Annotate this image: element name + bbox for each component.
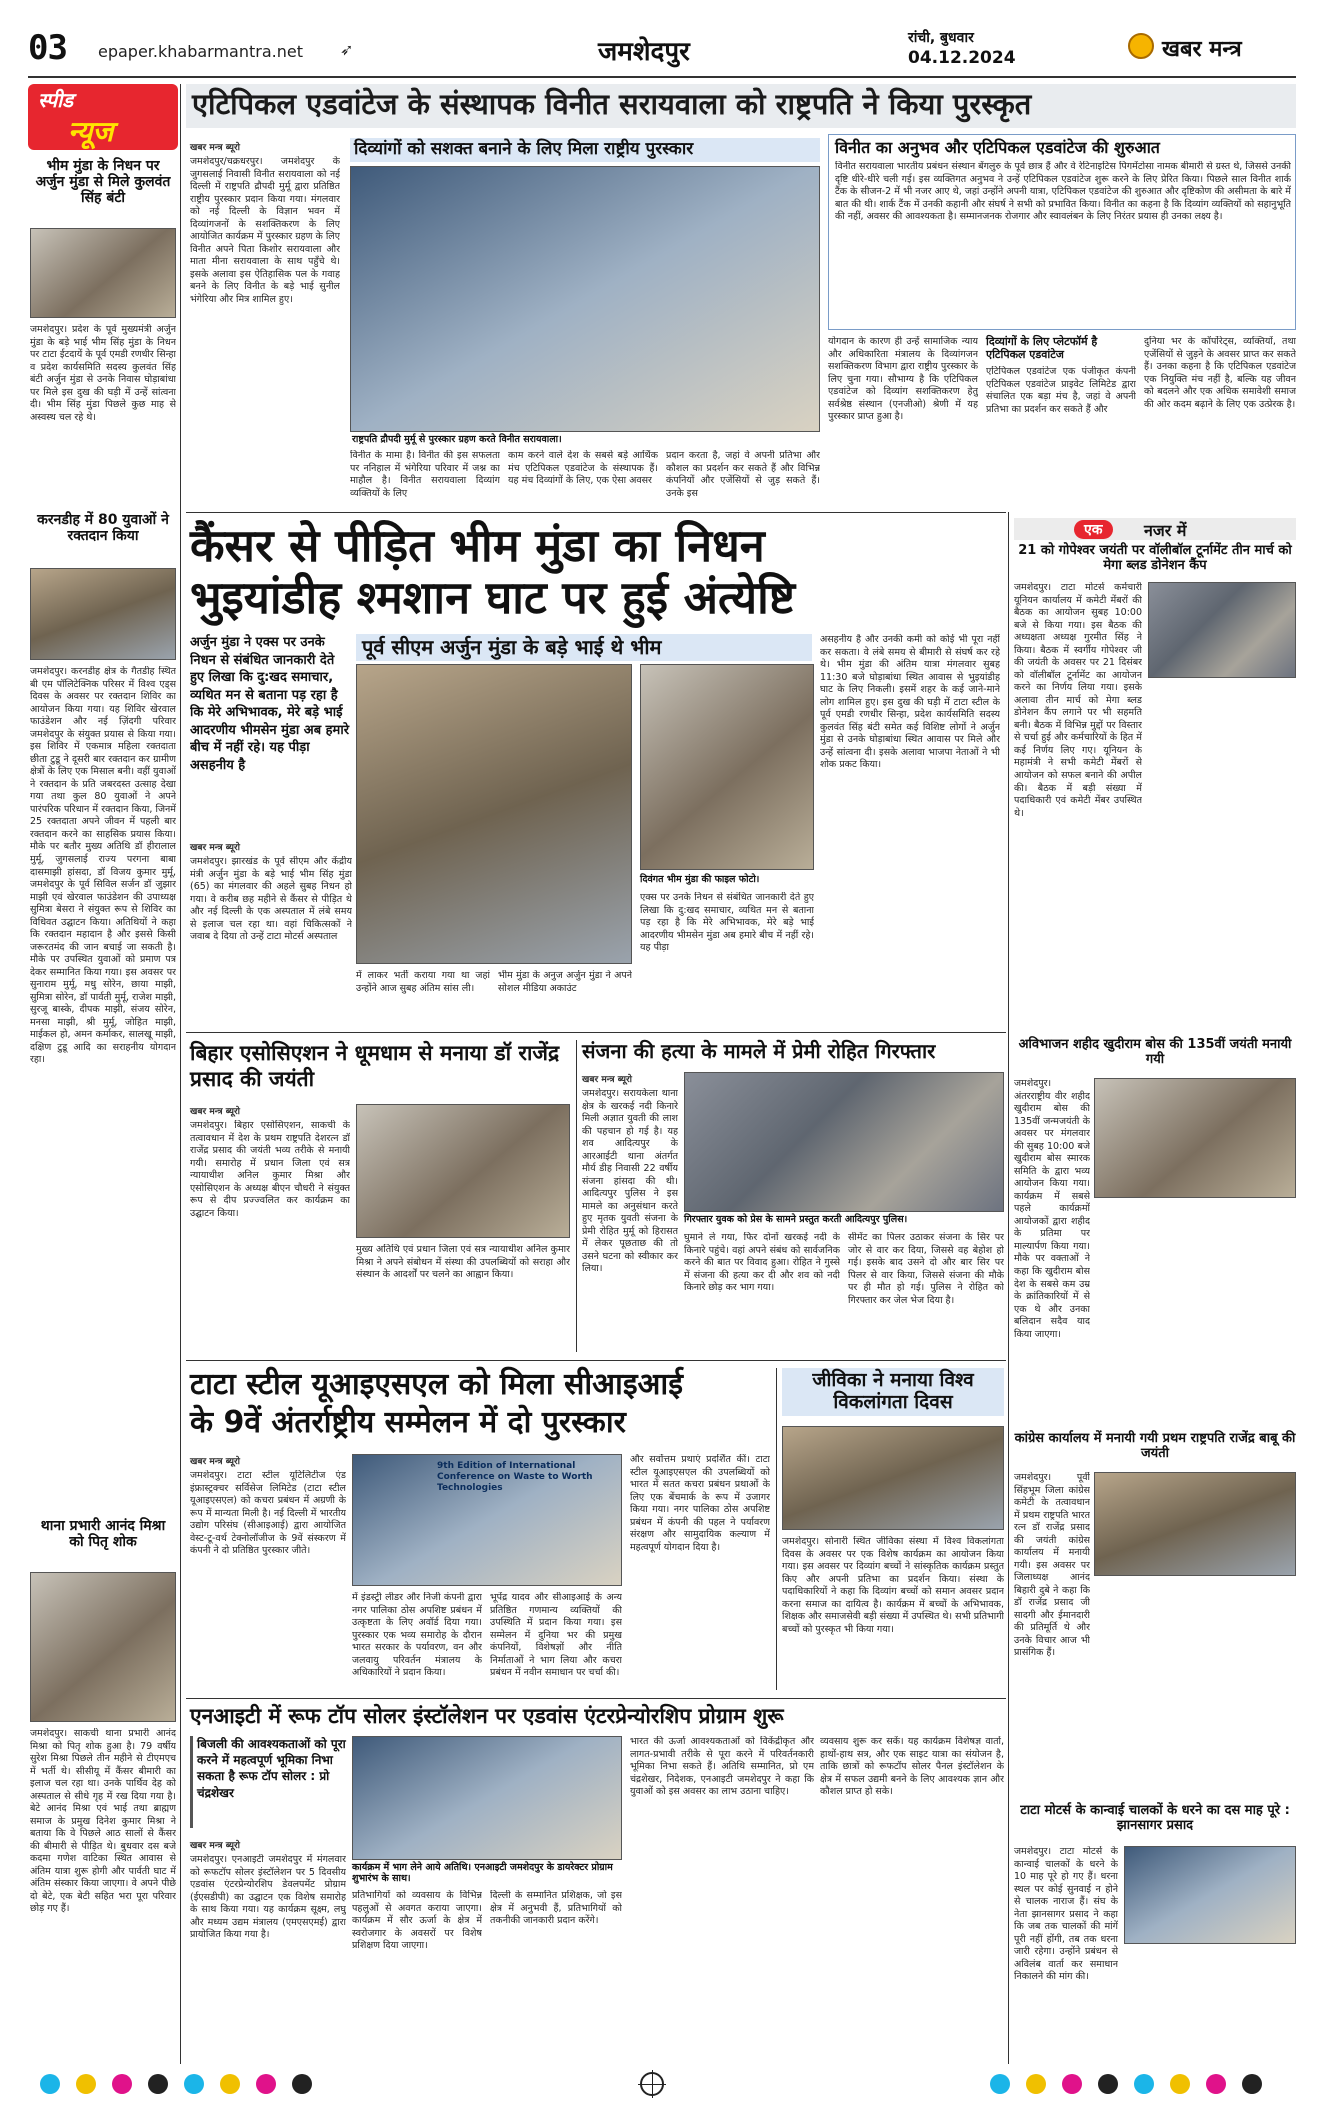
sanjana-photo-caption: गिरफ्तार युवक को प्रेस के सामने प्रस्तुत करती आदित्यपुर पुलिस। [684,1214,908,1225]
registration-dot [1206,2074,1226,2094]
lead-text: जमशेदपुर। झारखंड के पूर्व सीएम और केंद्रीय मंत्री अर्जुन मुंडा के बड़े भाई भीम सिंह मुंडा (65) का मंगलवार की अहले सुबह निधन हो गया। वे करीब छह महीने से कैंसर से पीड़ित थे और नई दिल्ली के एक अस्पताल में लंबे समय से इलाज चल रहा था। वहां चिकित्सकों ने जवाब दे दिया तो उन्हें टाटा मोटर्स अस्पताल [190,856,352,943]
tata-text4: और सर्वोत्तम प्रथाएं प्रदर्शित कीं। टाटा स्टील यूआइएसएल की उपलब्धियों को भारत में सतत कचरा प्रबंधन प्रथाओं के लिए एक बेंचमार्क के रूप में उजागर किया गया। नगर पालिका ठोस अपशिष्ट प्रबंधन में कंपनी की पहल ने पर्यावरण संरक्षण और सामुदायिक कल्याण में महत्वपूर्ण योगदान दिया है। [630,1454,770,1553]
right-column-rule [1008,512,1009,2064]
lead-photo-caption: भीम मुंडा के अनुज अर्जुन मुंडा ने अपने सोशल मीडिया अकाउंट [498,970,632,994]
registration-dot [1242,2074,1262,2094]
story1-low3: प्रदान करता है, जहां वे अपनी प्रतिभा और कौशल का प्रदर्शन कर सकते हैं और विभिन्न कंपनियों और एजेंसियों से जुड़ सकते हैं। उनके इस [666,450,820,499]
ek-nazar-4-text: जमशेदपुर। टाटा मोटर्स के कान्वाई चालकों के धरने के 10 माह पूरे हो गए हैं। धरना स्थल पर कोई सुनवाई न होने से चालक नाराज हैं। संघ के नेता झानसागर प्रसाद ने कहा कि जब तक चालकों की मांगें पूरी नहीं होंगी, तब तक धरना जारी रहेगा। उन्होंने प्रबंधन से अविलंब वार्ता कर समाधान निकालने की मांग की। [1014,1846,1118,1983]
masthead [28,28,1296,72]
speed-news-2-title: करनडीह में 80 युवाओं ने रक्तदान किया [37,512,169,545]
speed-news-1-photo [30,228,176,318]
brand-name: खबर मन्त्र [1162,37,1242,62]
sanjana-text3: सीमेंट का पिलर उठाकर संजना के सिर पर जोर से वार कर दिया, जिससे वह बेहोश हो गई। इसके बाद उसने दो और बार सिर पर पिलर से वार किया, जिससे संजना की मौके पर ही मौत हो गई। पुलिस ने रोहित को गिरफ्तार कर जेल भेज दिया है। [848,1232,1004,1306]
footer-color-dots-right [990,2072,1290,2096]
story1-right-col3: दुनिया भर के कॉर्पोरेट्स, व्यक्तियों, तथा एजेंसियों से जुड़ने के अवसर प्राप्त कर सकते हैं। उनका कहना है कि एटिपिकल एडवांटेज एक नियुक्ति मंच नहीं है, बल्कि यह जीवन को बदलने और एक अधिक समावेशी समाज की ओर कदम बढ़ाने के लिए एक उत्प्रेरक है। [1144,336,1296,410]
registration-dot [1026,2074,1046,2094]
bihar-sanjana-rule [576,1040,577,1352]
registration-dot [148,2074,168,2094]
tata-head-2: के 9वें अंतर्राष्ट्रीय सम्मेलन में दो पुरस्कार [190,1405,626,1440]
nit-photo [352,1736,622,1860]
story1-right-col2: एटिपिकल एडवांटेज एक पंजीकृत कंपनी एटिपिकल एडवांटेज प्राइवेट लिमिटेड द्वारा संचालित एक बड़ा मंच है, जहां वे अपनी प्रतिभा का प्रदर्शन कर सकते हैं और [986,366,1136,415]
story1-byline: खबर मन्त्र ब्यूरो [190,143,240,153]
bihar-text2: मुख्य अतिथि एवं प्रधान जिला एवं सत्र न्यायाधीश अनिल कुमार मिश्रा ने अपने संबोधन में संस्था की उपलब्धियों को सराहा और संस्थान के आदर्शों पर चलने का आह्वान किया। [356,1244,570,1281]
sanjana-photo [684,1072,1004,1212]
nit-text2: प्रतिभागियों को व्यवसाय के विभिन्न पहलुओं से अवगत कराया जाएगा। कार्यक्रम में सौर ऊर्जा के क्षेत्र में स्वरोजगार के अवसरों पर विशेष प्रशिक्षण दिया जाएगा। [352,1890,482,1952]
page-number: 03 [28,28,67,68]
ek-nazar-3-photo [1094,1472,1296,1576]
tata-text3: भूपेंद्र यादव और सीआइआई के अन्य प्रतिष्ठित गणमान्य व्यक्तियों की उपस्थिति में प्रदान किया गया। इस सम्मेलन में दुनिया भर की प्रमुख कंपनियों, विशेषज्ञों और नीति निर्माताओं ने भाग लिया और कचरा प्रबंधन में नवीन समाधान पर चर्चा की। [490,1592,622,1679]
story1-low1: विनीत के मामा है। विनीत की इस सफलता पर ननिहाल में भंगेरिया परिवार में जश्न का माहौल है। विनीत सरायवाला दिव्यांग व्यक्तियों के लिए [350,450,500,499]
registration-dot [76,2074,96,2094]
tata-banner-text: 9th Edition of International Conference on Waste to Worth Technologies [437,1461,593,1493]
tata-head-1: टाटा स्टील यूआइएसएल को मिला सीआइआई [190,1367,683,1402]
ek-nazar-4-head: टाटा मोटर्स के कान्वाई चालकों के धरने का दस माह पूरे : झानसागर प्रसाद [1020,1803,1290,1833]
sanjana-text2: घुमाने ले गया, फिर दोनों खरकई नदी के किनारे पहुंचे। वहां अपने संबंध को सार्वजनिक करने की बात पर विवाद हुआ। रोहित ने गुस्से में संजना की हत्या कर दी और शव को नदी किनारे छोड़ कर भाग गया। [684,1232,840,1294]
ek-nazar-2-head: अविभाजन शहीद खुदीराम बोस की 135वीं जयंती मनायी गयी [1018,1037,1292,1067]
bihar-head: बिहार एसोसिएशन ने धूमधाम से मनाया डॉ राजेंद्र प्रसाद की जयंती [190,1041,560,1092]
registration-dot [1062,2074,1082,2094]
bihar-text: जमशेदपुर। बिहार एसोसिएशन, साकची के तत्वावधान में देश के प्रथम राष्ट्रपति देशरत्न डॉ राजेंद्र प्रसाद की जयंती भव्य तरीके से मनायी गयी। समारोह में प्रधान जिला एवं सत्र न्यायाधीश अनिल कुमार मिश्रा और एसोसिएशन के अध्यक्ष बीएन चौधरी ने संयुक्त रूप से दीप प्रज्ज्वलित कर कार्यक्रम का उद्घाटन किया। [190,1120,350,1219]
sanjana-text: जमशेदपुर। सरायकेला थाना क्षेत्र के खरकई नदी किनारे मिली अज्ञात युवती की लाश की पहचान हो गई है। यह शव आदित्यपुर के आरआईटी थाना अंतर्गत मौर्य डीह निवासी 22 वर्षीय संजना हांसदा की थी। आदित्यपुर पुलिस ने इस मामले का अनुसंधान करते हुए मृतक युवती संजना के प्रेमी रोहित मुर्मू को हिरासत में लेकर पूछताछ की तो उसने घटना को स्वीकार कर लिया। [582,1088,678,1275]
lead-right-col2: असहनीय है और उनकी कमी को कोई भी पूरा नहीं कर सकता। वे लंबे समय से बीमारी से संघर्ष कर रहे थे। भीम मुंडा की अंतिम यात्रा मंगलवार सुबह 11:30 बजे घोड़ाबांधा स्थित आवास से भुइयांडीह घाट के लिए निकली। इसमें शहर के कई जाने-माने लोग शामिल हुए। इस दुख की घड़ी में टाटा स्टील के पूर्व एमडी रणधीर सिन्हा, प्रदेश कार्यसमिति सदस्य कुलवंत सिंह बंटी समेत कई विशिष्ट लोगों ने अर्जुन मुंडा से उनके घोड़ाबांधा स्थित आवास पर मिले और उन्हें सांत्वना दी। इसके अलावा भाजपा नेताओं ने भी शोक प्रकट किया। [820,634,1000,771]
registration-dot [220,2074,240,2094]
nit-text3: दिल्ली के सम्मानित प्रशिक्षक, जो इस क्षेत्र में अनुभवी हैं, प्रतिभागियों को तकनीकी जानकारी प्रदान करेंगे। [490,1890,622,1927]
middle-rule-2 [186,1360,1006,1361]
ek-nazar-1-head: 21 को गोपेश्वर जयंती पर वॉलीबॉल टूर्नामेंट तीन मार्च को मेगा ब्लड डोनेशन कैंप [1018,543,1292,573]
registration-dot [112,2074,132,2094]
lead-photo-inset [640,664,814,870]
lead-right-text: एक्स पर उनके निधन से संबंधित जानकारी देते हुए लिखा कि दु:खद समाचार, व्यथित मन से बताना पड़ रहा है कि मेरे अभिभावक, मेरे बड़े भाई आदरणीय भीमसेन मुंडा अब हमारे बीच में नहीं रहे। यह पीड़ा [640,892,814,954]
lead-photo-inset-caption: दिवंगत भीम मुंडा की फाइल फोटो। [640,874,760,885]
registration-dot [1098,2074,1118,2094]
nit-quote: बिजली की आवश्यकताओं को पूरा करने में महत्वपूर्ण भूमिका निभा सकता है रूफ टॉप सोलर : प्रो चंद्रशेखर [190,1736,346,1828]
sanjana-byline: खबर मन्त्र ब्यूरो [582,1075,632,1085]
ek-nazar-label-a: एक [1074,520,1113,539]
site-url[interactable]: epaper.khabarmantra.net [98,42,303,61]
ek-nazar-3-text: जमशेदपुर। पूर्वी सिंहभूम जिला कांग्रेस कमेटी के तत्वावधान में प्रथम राष्ट्रपति भारत रत्न डॉ राजेंद्र प्रसाद की जयंती कांग्रेस कार्यालय में मनायी गयी। इस अवसर पर जिलाध्यक्ष आनंद बिहारी दुबे ने कहा कि डॉ राजेंद्र प्रसाद जी सादगी और ईमानदारी की प्रतिमूर्ति थे और उनके विचार आज भी प्रासंगिक हैं। [1014,1472,1090,1659]
lead-headline-1: कैंसर से पीड़ित भीम मुंडा का निधन [190,519,765,572]
registration-dot [256,2074,276,2094]
lead-subhead: पूर्व सीएम अर्जुन मुंडा के बड़े भाई थे भीम [356,634,812,661]
ek-nazar-label-b: नजर में [1144,521,1187,540]
story1-photo-caption: राष्ट्रपति द्रौपदी मुर्मू से पुरस्कार ग्रहण करते विनीत सरायवाला। [352,434,562,445]
registration-dot [292,2074,312,2094]
registration-dot [184,2074,204,2094]
nit-photo-caption: कार्यक्रम में भाग लेने आये अतिथि। एनआइटी जमशेदपुर के डायरेक्टर प्रोग्राम शुभारंभ के साथ। [352,1862,613,1885]
story1-sidebar-head: विनीत का अनुभव और एटिपिकल एडवांटेज की शुरुआत [835,138,1160,157]
registration-dot [990,2074,1010,2094]
brand-logo-icon [1128,33,1154,59]
jeevika-text: जमशेदपुर। सोनारी स्थित जीविका संस्था में विश्व विकलांगता दिवस के अवसर पर एक विशेष कार्यक्रम का आयोजन किया गया। इस अवसर पर दिव्यांग बच्चों ने सांस्कृतिक कार्यक्रम प्रस्तुत किए और अपनी प्रतिभा का प्रदर्शन किया। संस्था के पदाधिकारियों ने कहा कि दिव्यांग बच्चों को समान अवसर प्रदान करना समाज का दायित्व है। कार्यक्रम में बच्चों के अभिभावक, शिक्षक और समाजसेवी बड़ी संख्या में उपस्थित थे। सभी प्रतिभागी बच्चों को पुरस्कृत भी किया गया। [782,1536,1004,1635]
speed-news-3-title: थाना प्रभारी आनंद मिश्रा को पितृ शोक [40,1518,166,1551]
jeevika-photo [782,1426,1004,1530]
ek-nazar-1-photo [1148,582,1296,678]
nit-text4: भारत की ऊर्जा आवश्यकताओं को विकेंद्रीकृत और लागत-प्रभावी तरीके से पूरा करने में परिवर्तनकारी भूमिका निभा सकते हैं। अतिथि सम्मानित, प्रो एम चंद्रशेखर, निदेशक, एनआइटी जमशेदपुर ने कहा कि युवाओं को इस अवसर का लाभ उठाना चाहिए। [630,1736,814,1798]
top-headline: एटिपिकल एडवांटेज के संस्थापक विनीत सरायवाला को राष्ट्रपति ने किया पुरस्कृत [192,87,1032,121]
tata-byline: खबर मन्त्र ब्यूरो [190,1457,240,1467]
speed-news-1-title: भीम मुंडा के निधन पर अर्जुन मुंडा से मिले कुलवंत सिंह बंटी [35,158,171,207]
speed-news-2-text: जमशेदपुर। करनडीह क्षेत्र के गैतडीह स्थित बी एम पॉलिटेक्निक परिसर में विश्व एड्स दिवस के अवसर पर रक्तदान शिविर का आयोजन किया गया। यह शिविर खेरवाल फाउंडेशन और नई ज़िंदगी परिवार जमशेदपुर के संयुक्त प्रयास से किया गया। इस शिविर में एकमात्र महिला रक्तदाता छीता टुडू ने दूसरी बार रक्तदान कर ग्रामीण क्षेत्रों के लिए एक मिसाल बनी। वहीं युवाओं ने रक्तदान के प्रति जबरदस्त उत्साह देखा गया तथा कुल 80 युवाओं ने अपने पारंपरिक परिधान में रक्तदान किया, जिनमें 25 रक्तदाता अपने जीवन में पहली बार रक्तदान करने का साहसिक प्रयास किया। मौके पर बतौर मुख्य अतिथि डॉ हीरालाल मुर्मू, जुगसलाई राज्य परगना बाबा दासमाझी हांसदा, डॉ विजय कुमार मुर्मू, जमशेदपुर के पूर्व सिविल सर्जन डॉ जुझार माझी एवं खेरवाल फाउंडेशन की उपाध्यक्ष सुमित्रा बेसरा ने संयुक्त रूप से शिविर का विधिवत उद्घाटन किया। अतिथियों ने कहा कि रक्तदान महादान है और इससे किसी जरूरतमंद की जान बचाई जा सकती है। मौके पर उपस्थित युवाओं को प्रमाण पत्र देकर सम्मानित किया गया। इस अवसर पर सुनाराम मुर्मू, मधु सोरेन, छाया माझी, सुमित्रा सोरेन, डॉ पार्वती मुर्मू, राजेश माझी, सुरजू बास्के, दीपक माझी, संजय सोरेन, मनसा माझी, श्री मुर्मू, जोहित माझी, माईकल हो, अमन कर्माकर, सालखू माझी, दक्षिण टुडू आदि का सराहनीय योगदान रहा। [30,666,176,1066]
tata-text: जमशेदपुर। टाटा स्टील यूटिलिटीज एंड इंफ्रास्ट्रक्चर सर्विसेज लिमिटेड (टाटा स्टील यूआइएसएल) को कचरा प्रबंधन में अग्रणी के रूप में मान्यता मिली है। नई दिल्ली में भारतीय उद्योग परिसंघ (सीआइआई) द्वारा आयोजित वेस्ट-टू-वर्थ टेक्नोलॉजीज के 9वें संस्करण में कंपनी ने दो प्रतिष्ठित पुरस्कार जीते। [190,1470,346,1557]
sanjana-head: संजना की हत्या के मामले में प्रेमी रोहित गिरफ्तार [582,1039,936,1063]
speed-news-1-text: जमशेदपुर। प्रदेश के पूर्व मुख्यमंत्री अर्जुन मुंडा के बड़े भाई भीम सिंह मुंडा के निधन पर टाटा ईटदायें के पूर्व एमडी रणधीर सिन्हा व प्रदेश कार्यसमिति सदस्य कुलवंत सिंह बंटी अर्जुन मुंडा से उनके निवास घोड़ाबांधा पर मिले इस दुख की घड़ी में उन्हें सांत्वना दी। भीम सिंह मुंडा पिछले कुछ माह से अस्वस्थ चल रहे थे। [30,324,176,423]
header-rule [28,76,1296,78]
lead-headline-2: भुइयांडीह श्मशान घाट पर हुई अंत्येष्टि [190,571,796,624]
tata-jeevika-rule [776,1368,777,1690]
ek-nazar-4-photo [1124,1846,1296,1944]
speed-news-badge [28,84,178,150]
left-column-rule [180,84,181,2064]
nit-byline: खबर मन्त्र ब्यूरो [190,1841,240,1851]
tata-photo [352,1454,622,1586]
story1-photo [350,166,820,432]
nit-text: जमशेदपुर। एनआइटी जमशेदपुर में मंगलवार को रूफटॉप सोलर इंस्टॉलेशन पर 5 दिवसीय एडवांस एंटरप्रेन्योरशिप डेवलपमेंट प्रोग्राम (ईएसडीपी) का उद्घाटन एक विशेष समारोह के साथ किया गया। यह कार्यक्रम सूक्ष्म, लघु और मध्यम उद्यम मंत्रालय (एमएसएमई) द्वारा प्रायोजित किया गया है। [190,1854,346,1941]
lead-quote: अर्जुन मुंडा ने एक्स पर उनके निधन से संबंधित जानकारी देते हुए लिखा कि दु:खद समाचार, व्यथित मन से बताना पड़ रहा है कि मेरे अभिभावक, मेरे बड़े भाई आदरणीय भीमसेन मुंडा अब हमारे बीच में नहीं रहे। यह पीड़ा असहनीय है [190,635,350,773]
registration-dot [40,2074,60,2094]
lead-byline: खबर मन्त्र ब्यूरो [190,843,240,853]
top-headline-band [186,84,1296,128]
story1-bottom-rule [186,512,1006,513]
speed-news-badge-top: स्पीड [38,88,74,112]
tata-text2: में इंडस्ट्री लीडर और निजी कंपनी द्वारा नगर पालिका ठोस अपशिष्ट प्रबंधन में उत्कृष्टता के लिए अवॉर्ड दिया गया। पुरस्कार एक भव्य समारोह के दौरान भारत सरकार के पर्यावरण, वन और जलवायु परिवर्तन मंत्रालय के अधिकारियों ने प्रदान किया। [352,1592,482,1679]
story1-right-col2-head: दिव्यांगों के लिए प्लेटफॉर्म है एटिपिकल एडवांटेज [986,335,1098,361]
story1-sidebar [828,134,1296,330]
speed-news-3-photo [30,1572,176,1722]
ek-nazar-1-text: जमशेदपुर। टाटा मोटर्स कर्मचारी यूनियन कार्यालय में कमेटी मेंबरों की बैठक का आयोजन सुबह 10:00 बजे से किया गया। इस बैठक की अध्यक्षता अध्यक्ष गुरमीत सिंह ने किया। बैठक में स्वर्गीय गोपेश्वर जी की जयंती के अवसर पर 21 दिसंबर को वॉलीबॉल टूर्नामेंट का आयोजन करने का निर्णय लिया गया। इसके अलावा तीन मार्च को मेगा ब्लड डोनेशन कैंप लगाने पर भी सहमति बनी। बैठक में विभिन्न मुद्दों पर विस्तार से चर्चा हुई और कर्मचारियों के हित में कई निर्णय लिए गए। यूनियन के महामंत्री ने सभी कमेटी मेंबरों से आयोजन को सफल बनाने की अपील की। बैठक में बड़ी संख्या में पदाधिकारी एवं कमेटी मेंबर उपस्थित थे। [1014,582,1142,819]
ek-nazar-2-photo [1094,1078,1296,1198]
registration-mark-icon [640,2072,664,2096]
story1-subhead: दिव्यांगों को सशक्त बनाने के लिए मिला राष्ट्रीय पुरस्कार [350,138,820,162]
ek-nazar-2-text: जमशेदपुर। अंतरराष्ट्रीय वीर शहीद खुदीराम बोस की 135वीं जन्मजयंती के अवसर पर मंगलवार की सुबह 10:00 बजे खुदीराम बोस स्मारक समिति के द्वारा भव्य आयोजन किया गया। कार्यक्रम में सबसे पहले कार्यक्रमों आयोजकों द्वारा शहीद के प्रतिमा पर माल्यार्पण किया गया। मौके पर वक्ताओं ने कहा कि खुदीराम बोस देश के सबसे कम उम्र के क्रांतिकारियों में से एक थे और उनका बलिदान सदैव याद किया जाएगा। [1014,1078,1090,1340]
bihar-byline: खबर मन्त्र ब्यूरो [190,1107,240,1117]
speed-news-2-photo [30,568,176,660]
ek-nazar-3-head: कांग्रेस कार्यालय में मनायी गयी प्रथम राष्ट्रपति राजेंद्र बाबू की जयंती [1014,1431,1296,1461]
story1-low2: काम करने वाले देश के सबसे बड़े आर्थिक मंच एटिपिकल एडवांटेज के संस्थापक हैं। यह मंच दिव्यांगों के लिए, एक ऐसा अवसर [508,450,658,487]
bihar-photo [356,1104,570,1238]
issue-date: 04.12.2024 [908,48,1016,68]
ek-nazar-band [1014,518,1296,540]
middle-rule-3 [186,1698,1006,1699]
lead-photo-main [356,664,632,964]
story1-sidebar-text: विनीत सरायवाला भारतीय प्रबंधन संस्थान बेंगलुरु के पूर्व छात्र हैं और वे रेटिनाइटिस पिगमेंटोसा नामक बीमारी से ग्रस्त थे, जिससे उनकी दृष्टि धीरे-धीरे चली गई। इस व्यक्तिगत अनुभव ने उन्हें एटिपिकल एडवांटेज शुरू करने के लिए प्रेरित किया। पिछले साल विनीत शार्क टैंक के सीजन-2 में भी नजर आए थे, जहां उन्होंने अपनी यात्रा, एटिपिकल एडवांटेज की शुरुआत और दृष्टिकोण की असीमता के बारे में बात की थी। शार्क टैंक में उनकी कहानी और संघर्ष ने सभी को प्रभावित किया। विनीत का कहना है कि दिव्यांग व्यक्तियों को सहानुभूति की नहीं, अवसर की आवश्यकता है। सम्मानजनक रोजगार और स्वावलंबन के लिए निरंतर प्रयास ही उनका लक्ष्य है। [835,161,1291,223]
footer-color-dots-left [40,2072,340,2096]
middle-rule-1 [186,1032,1006,1033]
lead-text2: में लाकर भर्ती कराया गया था जहां उन्होंने आज सुबह अंतिम सांस ली। [356,970,490,994]
jeevika-head: जीविका ने मनाया विश्व विकलांगता दिवस [782,1368,1004,1416]
registration-dot [1170,2074,1190,2094]
city-title: जमशेदपुर [598,37,690,67]
speed-news-3-text: जमशेदपुर। साकची थाना प्रभारी आनंद मिश्रा को पितृ शोक हुआ है। 79 वर्षीय सुरेश मिश्रा पिछले तीन महीने से टीएमएच में भर्ती थे। सीसीयू में कैंसर बीमारी का इलाज चल रहा था। उनके पार्थिव देह को अस्पताल से सीधे गृह में रख दिया गया है। बेटे आनंद मिश्रा एवं भाई तथा ब्राह्मण समाज के प्रमुख दिनेश कुमार मिश्रा ने बताया कि वे पिछले आठ सालों से कैंसर की बीमारी से पीड़ित थे। बुधवार दस बजे कदमा गणेश वाटिका स्थित आवास से अंतिम यात्रा शुरू होगी और पार्वती घाट में अंतिम संस्कार किया जाएगा। वे अपने पीछे दो बेटे, एक बेटी सहित भरा पूरा परिवार छोड़ गए हैं। [30,1728,176,1915]
nit-text5: व्यवसाय शुरू कर सकें। यह कार्यक्रम विशेषज्ञ वार्ता, हाथों-हाथ सत्र, और एक साइट यात्रा का संयोजन है, ताकि छात्रों को रूफटॉप सोलर पैनल इंस्टॉलेशन के क्षेत्र में सफल उद्यमी बनने के लिए आवश्यक ज्ञान और कौशल प्राप्त हो सके। [820,1736,1004,1798]
place-day: रांची, बुधवार [908,30,974,46]
nit-head: एनआइटी में रूफ टॉप सोलर इंस्टॉलेशन पर एडवांस एंटरप्रेन्योरशिप प्रोग्राम शुरू [190,1704,784,1728]
registration-dot [1134,2074,1154,2094]
cursor-icon: ➶ [340,40,354,59]
story1-right-col1: योगदान के कारण ही उन्हें सामाजिक न्याय और अधिकारिता मंत्रालय के दिव्यांगजन सशक्तिकरण विभाग द्वारा राष्ट्रीय पुरस्कार के लिए चुना गया। सौभाग्य है कि एटिपिकल एडवांटेज को दिव्यांग सशक्तिकरण हेतु सर्वश्रेष्ठ संस्थान (एनजीओ) श्रेणी में यह पुरस्कार प्राप्त हुआ है। [828,336,978,423]
story1-col1: जमशेदपुर/चक्रधरपुर। जमशेदपुर के जुगसलाई निवासी विनीत सरायवाला को नई दिल्ली में राष्ट्रपति द्रौपदी मुर्मू द्वारा प्रतिष्ठित राष्ट्रीय पुरस्कार प्रदान किया गया। मंगलवार को नई दिल्ली के विज्ञान भवन में दिव्यांगजनों के सशक्तिकरण के लिए आयोजित कार्यक्रम में पुरस्कार ग्रहण के लिए विनीत अपने पिता किशोर सरायवाला और माता मीना सरायवाला के साथ पहुँचे थे। इसके अलावा इस ऐतिहासिक पल के गवाह बनने के लिए विनीत के बड़े भाई सुनील भंगेरिया और मित्र शामिल हुए। [190,156,340,305]
speed-news-badge-bottom: न्यूज [68,115,114,148]
